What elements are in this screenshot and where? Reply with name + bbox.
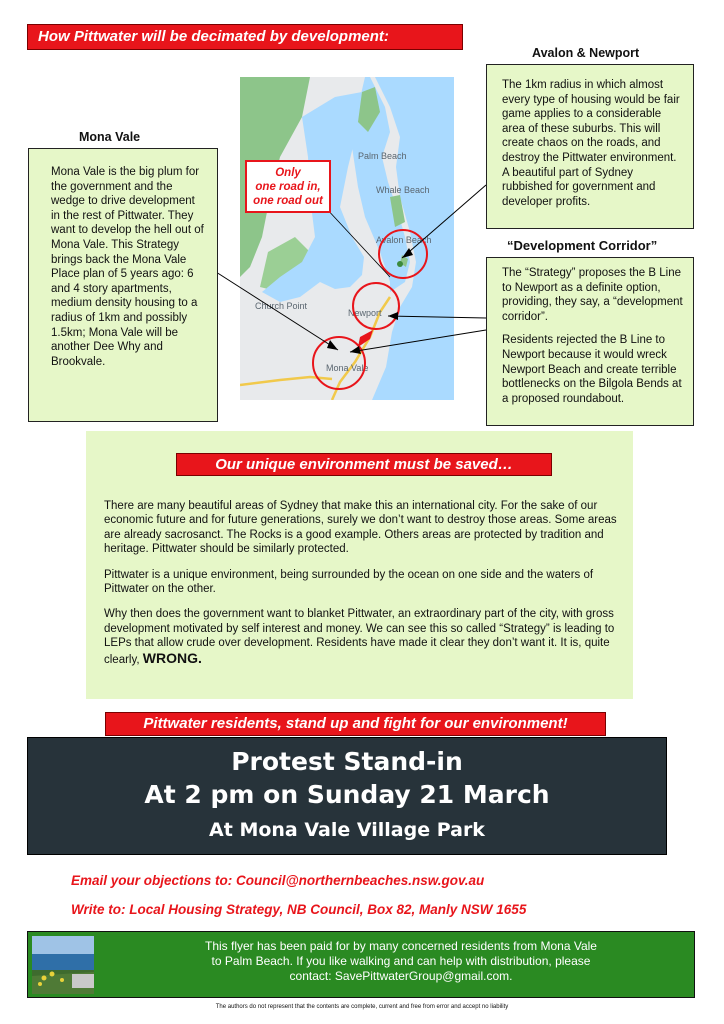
disclaimer: The authors do not represent that the contents are complete, current and free from error and accept no liability [215, 1004, 509, 1010]
newport-pointer [388, 316, 486, 318]
footer-line2: to Palm Beach. If you like walking and can help with distribution, please [211, 954, 591, 968]
header-title: How Pittwater will be decimated by development: [38, 28, 389, 45]
write-line: Write to: Local Housing Strategy, NB Council, Box 82, Manly NSW 1655 [71, 902, 527, 917]
protest-line2: At 2 pm on Sunday 21 March [144, 780, 550, 809]
environment-banner [176, 453, 552, 476]
map-label-newport: Newport [348, 308, 382, 318]
wrong-emphasis: WRONG. [142, 649, 202, 666]
map-label-church-point: Church Point [255, 301, 308, 311]
footer-photo [32, 936, 94, 994]
road-note-line3: one road out [253, 195, 323, 207]
environment-para3 [104, 607, 626, 667]
footer-banner [27, 931, 695, 998]
environment-para1: There are many beautiful areas of Sydney that make this an international city. For the sake of our economic future and for future generations, surely we don’t want to destroy those areas. Some areas are already sacrosanct. The Rocks is a good example. Others areas are protected by tradition and heritage. Pittwater should be similarly protected. [104, 500, 617, 556]
mona-vale-heading: Mona Vale [79, 130, 141, 144]
call-to-action-banner [105, 712, 606, 736]
mona-vale-text: Mona Vale is the big plum for the government and the wedge to drive development in the rest of Pittwater. They want to develop the hell out of Mona Vale. This Strategy brings back the Mona Vale Place plan of 5 years ago: 6 and 4 story apartments, medium density housing to a radius of 1km and possibly 1.5km; Mona Vale will be another Dee Why and Brookvale. [51, 166, 204, 368]
email-line: Email your objections to: Council@northernbeaches.nsw.gov.au [71, 873, 485, 888]
road-note-line1: Only [275, 167, 301, 179]
protest-line1: Protest Stand-in [231, 747, 463, 776]
avalon-box [486, 64, 694, 229]
map-label-whale-beach: Whale Beach [376, 185, 430, 195]
footer-text [146, 939, 656, 984]
map-label-mona-vale: Mona Vale [326, 363, 369, 373]
mona-vale-arrowhead [327, 340, 338, 350]
mona-vale-box [28, 148, 218, 422]
corridor-pointer [350, 330, 486, 352]
mona-vale-pointer [216, 272, 338, 350]
protest-banner [27, 737, 667, 855]
corridor-para2: Residents rejected the B Line to Newport because it would wreck Newport Beach and create terrible bottlenecks on the Bilgola Bends at a proposed roundabout. [502, 334, 682, 405]
corridor-box [486, 257, 694, 426]
call-to-action-text: Pittwater residents, stand up and fight for our environment! [143, 715, 568, 732]
avalon-heading: Avalon & Newport [532, 46, 640, 60]
newport-arrowhead [388, 312, 398, 320]
environment-para2: Pittwater is a unique environment, being surrounded by the ocean on one side and the waters of Pittwater on the other. [104, 568, 594, 596]
environment-para3-text: Why then does the government want to blanket Pittwater, an extraordinary part of the city, with gross development motivated by self interest and money. We can see this so called “Strategy” is leading to LEPs that allow crude over development. Residents have made it clear they don’t want it. It is, quite clearly, [104, 608, 615, 666]
corridor-para1: The “Strategy” proposes the B Line to Newport as a definite option, providing, they say, a “development corridor”. [502, 267, 683, 323]
avalon-pointer [402, 185, 486, 258]
corridor-heading: “Development Corridor” [507, 238, 658, 253]
footer-photo-graphic [32, 936, 94, 994]
road-note-line2: one road in, [255, 181, 321, 193]
map-label-avalon-beach: Avalon Beach [376, 235, 432, 245]
environment-banner-text: Our unique environment must be saved… [215, 456, 513, 473]
avalon-text: The 1km radius in which almost every type of housing would be fair game applies to a considerable area of these suburbs. This will create chaos on the roads, and destroy the Pittwater environment. A beautiful part of Sydney rubbished for government and developer profits. [502, 79, 680, 208]
footer-line3: contact: SavePittwaterGroup@gmail.com. [289, 969, 513, 983]
map-label-palm-beach: Palm Beach [358, 151, 407, 161]
protest-line3: At Mona Vale Village Park [209, 819, 485, 841]
corridor-arrowhead [350, 346, 361, 354]
footer-line1: This flyer has been paid for by many concerned residents from Mona Vale [205, 939, 597, 953]
